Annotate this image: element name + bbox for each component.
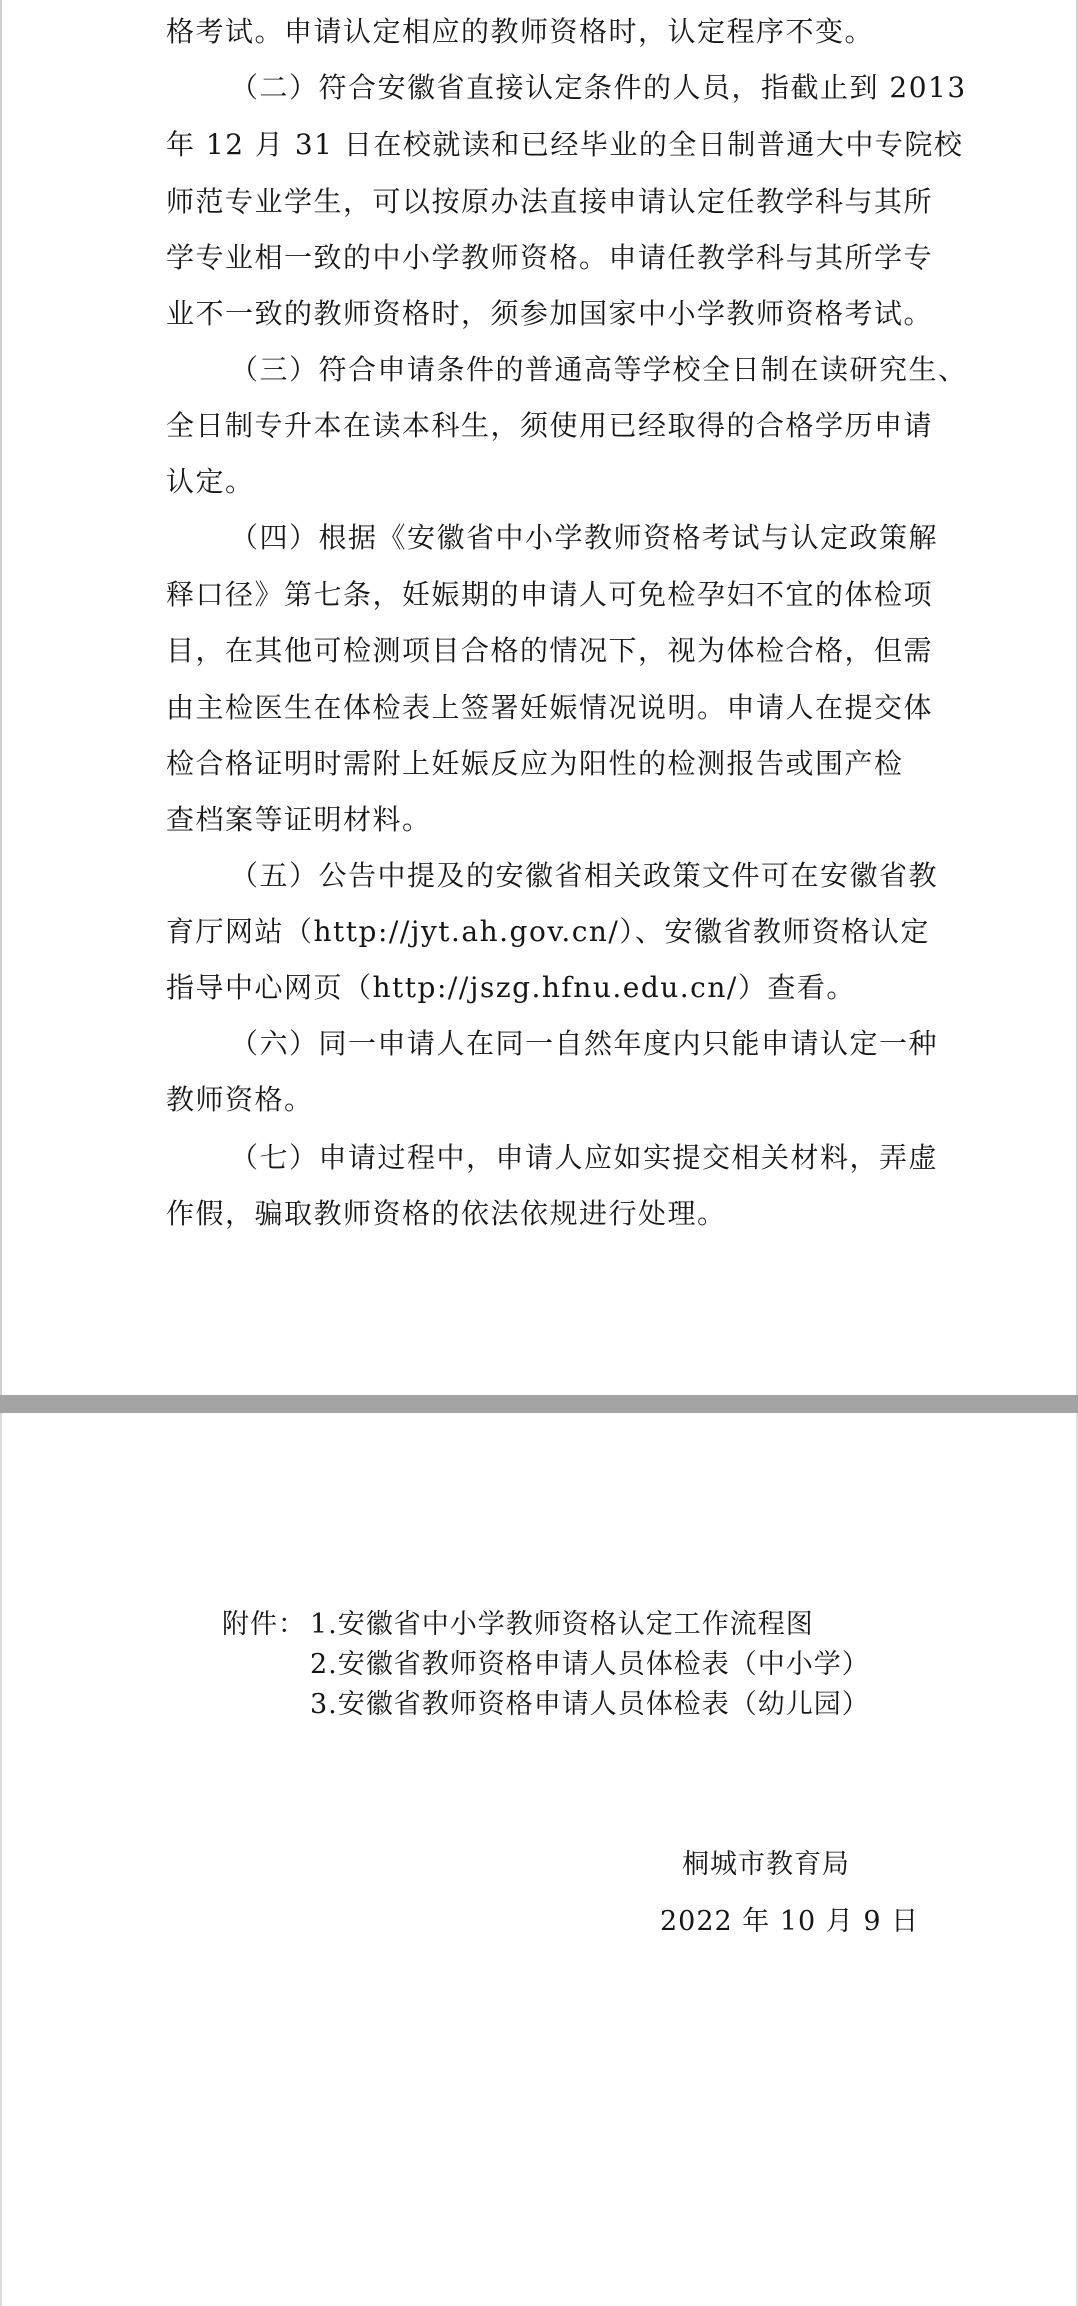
body-line: （五）公告中提及的安徽省相关政策文件可在安徽省教 (230, 859, 939, 892)
body-line: 格考试。申请认定相应的教师资格时，认定程序不变。 (166, 15, 875, 48)
body-line: （二）符合安徽省直接认定条件的人员，指截止到 2013 (230, 71, 967, 104)
body-line: 指导中心网页（http://jszg.hfnu.edu.cn/）查看。 (166, 971, 856, 1004)
attachments-label: 附件： (222, 1609, 306, 1640)
attachment-item: 1.安徽省中小学教师资格认定工作流程图 (310, 1609, 814, 1640)
body-line: 由主检医生在体检表上签署妊娠情况说明。申请人在提交体 (166, 691, 934, 724)
body-line: 全日制专升本在读本科生，须使用已经取得的合格学历申请 (166, 409, 934, 442)
body-line: 目，在其他可检测项目合格的情况下，视为体检合格，但需 (166, 634, 934, 667)
body-line: （四）根据《安徽省中小学教师资格考试与认定政策解 (230, 521, 939, 554)
body-line: （三）符合申请条件的普通高等学校全日制在读研究生、 (230, 353, 968, 386)
body-line: 学专业相一致的中小学教师资格。申请任教学科与其所学专 (166, 241, 934, 274)
page2-edge-left (0, 1413, 2, 2306)
body-line: 查档案等证明材料。 (166, 803, 432, 836)
page-edge-left (0, 0, 2, 1395)
body-line: 作假，骗取教师资格的依法依规进行处理。 (166, 1197, 727, 1230)
issue-date: 2022 年 10 月 9 日 (660, 1906, 920, 1937)
page-divider (0, 1395, 1078, 1413)
body-line: 教师资格。 (166, 1083, 314, 1116)
attachment-item: 3.安徽省教师资格申请人员体检表（幼儿园） (310, 1689, 870, 1720)
attachment-item: 2.安徽省教师资格申请人员体检表（中小学） (310, 1649, 870, 1680)
body-line: 检合格证明时需附上妊娠反应为阳性的检测报告或围产检 (166, 747, 904, 780)
body-line: 认定。 (166, 465, 255, 498)
body-line: 释口径》第七条，妊娠期的申请人可免检孕妇不宜的体检项 (166, 578, 934, 611)
body-line: （六）同一申请人在同一自然年度内只能申请认定一种 (230, 1027, 939, 1060)
body-line: 师范专业学生，可以按原办法直接申请认定任教学科与其所 (166, 185, 934, 218)
body-line: 业不一致的教师资格时，须参加国家中小学教师资格考试。 (166, 297, 934, 330)
body-line: 育厅网站（http://jyt.ah.gov.cn/）、安徽省教师资格认定 (166, 915, 930, 948)
body-line: 年 12 月 31 日在校就读和已经毕业的全日制普通大中专院校 (166, 128, 964, 161)
issuing-organization: 桐城市教育局 (682, 1849, 850, 1880)
body-line: （七）申请过程中，申请人应如实提交相关材料，弄虚 (230, 1141, 939, 1174)
